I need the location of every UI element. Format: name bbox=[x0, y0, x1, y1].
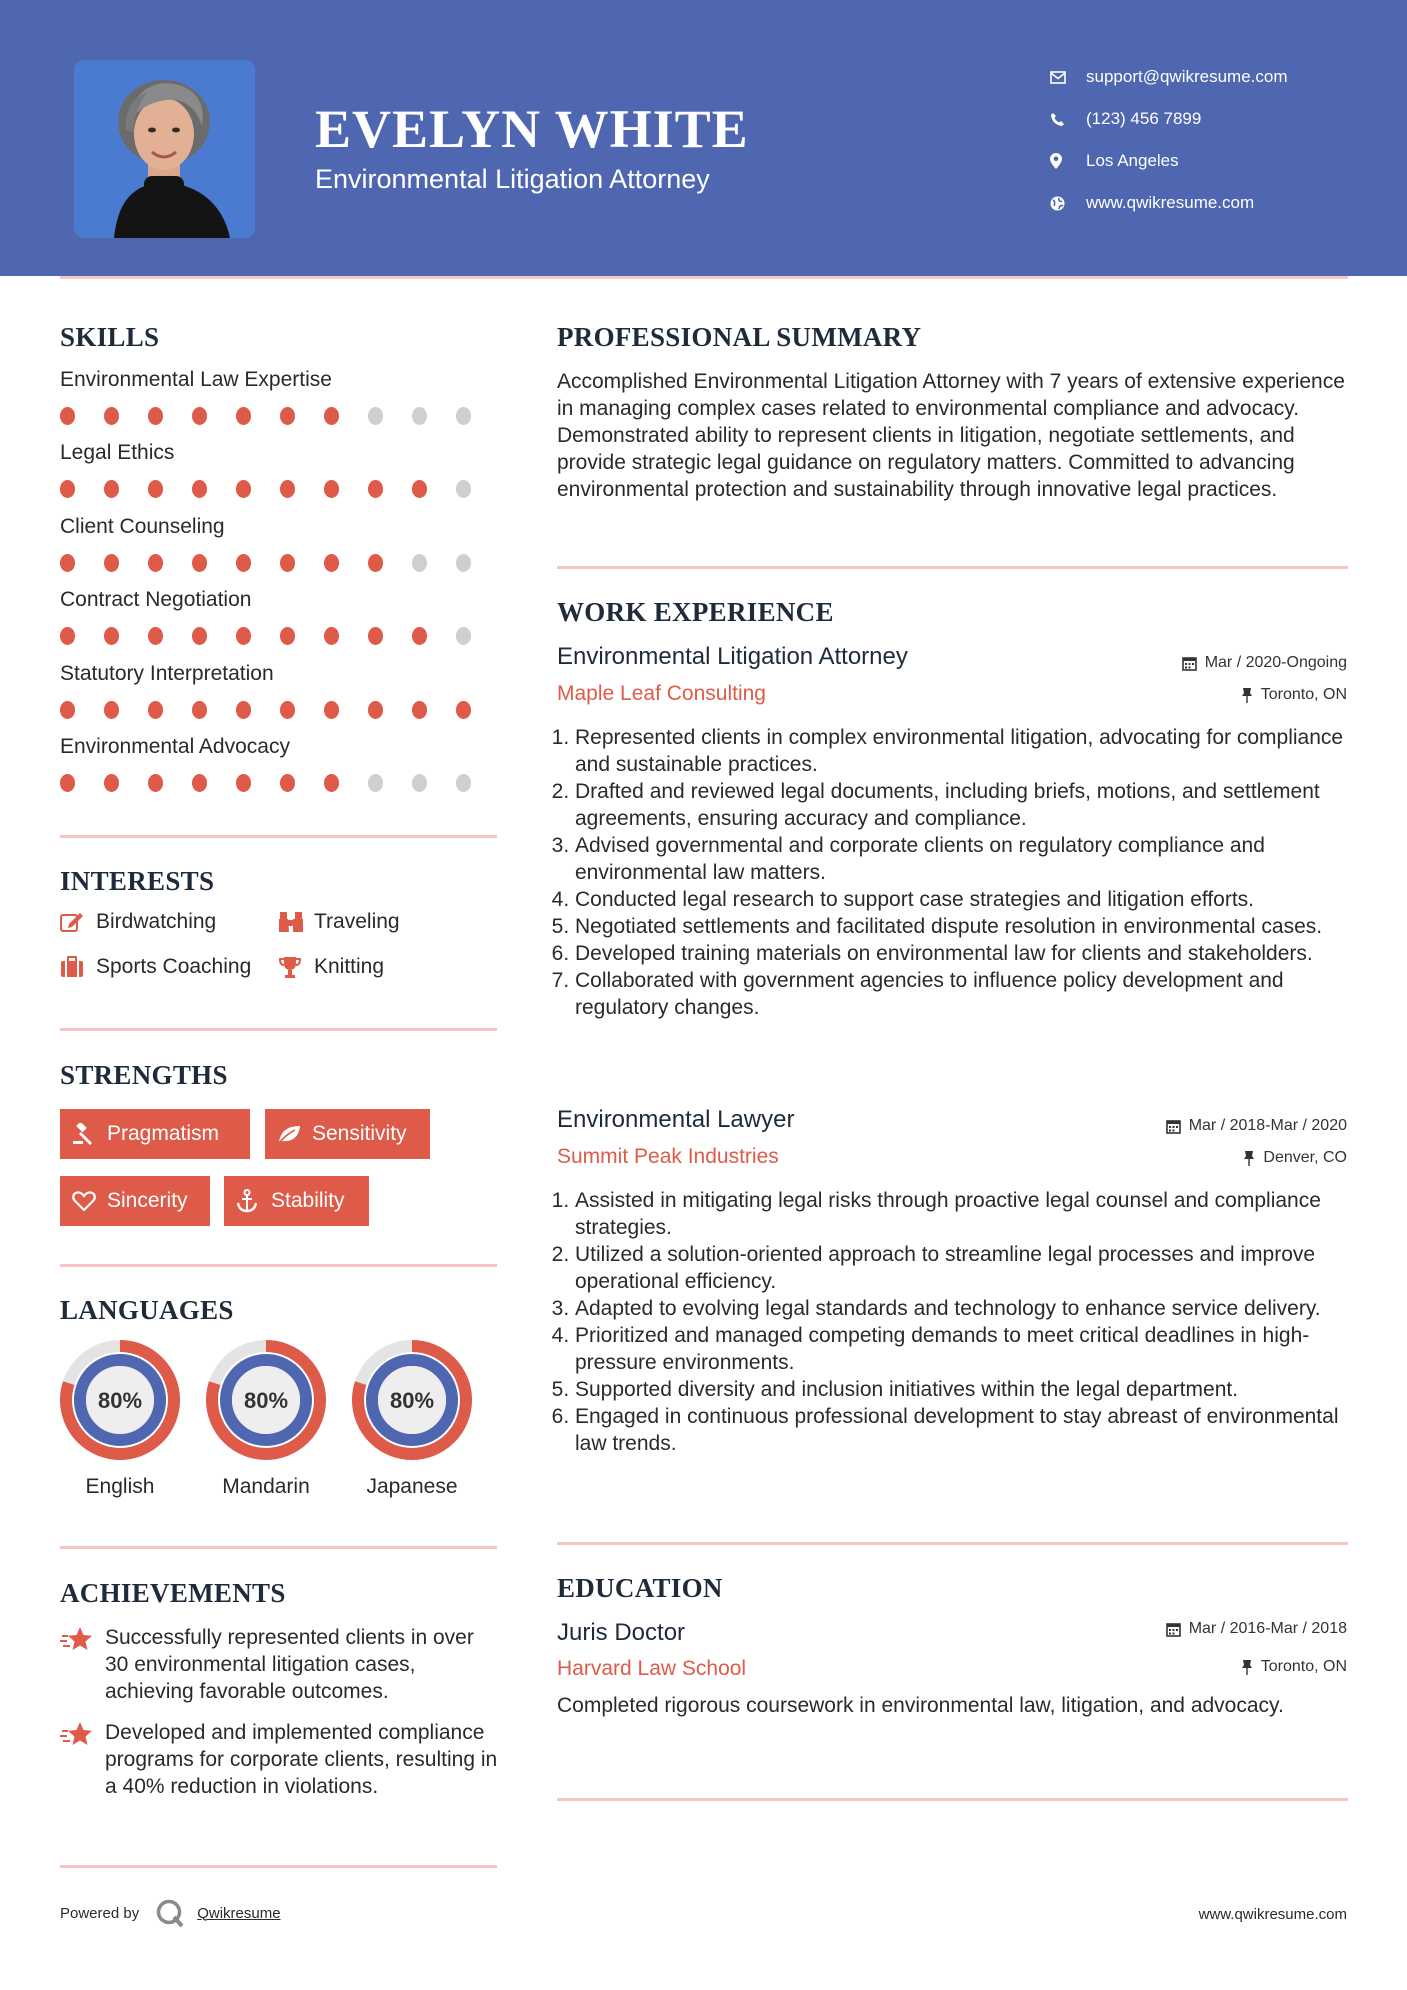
rating-dot-filled bbox=[148, 554, 163, 572]
rating-dot-filled bbox=[236, 407, 251, 425]
duty-item: 1. Assisted in mitigating legal risks through proactive legal counsel and compliance strategies. bbox=[575, 1187, 1357, 1241]
rating-dot-filled bbox=[60, 480, 75, 498]
rating-dot-filled bbox=[324, 627, 339, 645]
achievements-title: ACHIEVEMENTS bbox=[60, 1578, 286, 1608]
rating-dot-filled bbox=[280, 701, 295, 719]
rating-dot-filled bbox=[104, 554, 119, 572]
skill-rating bbox=[60, 554, 500, 572]
rating-dot-filled bbox=[148, 407, 163, 425]
rating-dot-empty bbox=[456, 554, 471, 572]
education-location-text: Toronto, ON bbox=[1260, 1658, 1347, 1675]
phone-icon bbox=[1050, 112, 1086, 127]
job-dates-text: Mar / 2018-Mar / 2020 bbox=[1188, 1117, 1347, 1134]
contact-email[interactable] bbox=[1050, 56, 1288, 98]
language-name: Japanese bbox=[366, 1475, 458, 1498]
language-item bbox=[58, 1338, 182, 1499]
contact-location-text: Los Angeles bbox=[1086, 151, 1179, 170]
language-item bbox=[350, 1338, 474, 1499]
language-ring bbox=[204, 1338, 328, 1462]
gavel-icon bbox=[72, 1123, 107, 1145]
duty-item: 4. Prioritized and managed competing demands to meet critical deadlines in high-pressure environments. bbox=[575, 1322, 1357, 1376]
contact-list bbox=[1050, 56, 1288, 224]
rating-dot-filled bbox=[60, 627, 75, 645]
duty-item: 2. Utilized a solution-oriented approach to streamline legal processes and improve operational efficiency. bbox=[575, 1241, 1357, 1295]
rating-dot-filled bbox=[104, 480, 119, 498]
rating-dot-filled bbox=[280, 480, 295, 498]
skill-item bbox=[60, 588, 500, 645]
language-item bbox=[204, 1338, 328, 1499]
skill-name: Environmental Advocacy bbox=[60, 735, 290, 758]
interest-label: Traveling bbox=[314, 910, 400, 933]
duty-item: 3. Adapted to evolving legal standards and technology to enhance service delivery. bbox=[575, 1295, 1357, 1322]
language-ring bbox=[58, 1338, 182, 1462]
job-dates bbox=[1182, 654, 1347, 672]
education-dates bbox=[1166, 1620, 1347, 1638]
candidate-title: Environmental Litigation Attorney bbox=[315, 164, 710, 194]
interests-divider bbox=[60, 1028, 497, 1031]
education-location bbox=[1241, 1658, 1347, 1676]
skill-item bbox=[60, 515, 500, 572]
achievement-text: Developed and implemented compliance programs for corporate clients, resulting in a 40% reduction in violations. bbox=[105, 1721, 498, 1798]
duty-item: 5. Supported diversity and inclusion initiatives within the legal department. bbox=[575, 1376, 1357, 1403]
interest-item bbox=[278, 910, 400, 934]
education-text: Completed rigorous coursework in environmental law, litigation, and advocacy. bbox=[557, 1694, 1284, 1717]
achievements-divider bbox=[60, 1865, 497, 1868]
header-divider bbox=[60, 276, 1348, 279]
skills-title: SKILLS bbox=[60, 322, 160, 352]
pushpin-icon bbox=[1241, 1659, 1253, 1675]
rating-dot-filled bbox=[456, 701, 471, 719]
rating-dot-filled bbox=[412, 627, 427, 645]
rating-dot-filled bbox=[324, 701, 339, 719]
pencil-square-icon bbox=[60, 911, 96, 933]
skills-divider bbox=[60, 835, 497, 838]
language-percent: 80% bbox=[97, 1388, 143, 1413]
rating-dot-empty bbox=[456, 407, 471, 425]
skill-item bbox=[60, 368, 500, 425]
rating-dot-filled bbox=[192, 701, 207, 719]
footer-website[interactable]: www.qwikresume.com bbox=[1198, 1906, 1347, 1923]
strength-tag bbox=[265, 1109, 430, 1159]
interest-label: Sports Coaching bbox=[96, 955, 252, 978]
star-badge-icon bbox=[60, 1719, 105, 1800]
heart-icon bbox=[72, 1191, 107, 1211]
achievement-text: Successfully represented clients in over 30 environmental litigation cases, achieving favorable outcomes. bbox=[105, 1626, 474, 1703]
job-location-text: Denver, CO bbox=[1263, 1149, 1347, 1166]
job-location-text: Toronto, ON bbox=[1260, 686, 1347, 703]
skill-rating bbox=[60, 627, 500, 645]
rating-dot-empty bbox=[456, 480, 471, 498]
skill-name: Legal Ethics bbox=[60, 441, 175, 465]
education-school: Harvard Law School bbox=[557, 1657, 747, 1680]
rating-dot-filled bbox=[148, 774, 163, 792]
summary-divider bbox=[557, 566, 1348, 569]
rating-dot-empty bbox=[412, 774, 427, 792]
job-role: Environmental Lawyer bbox=[557, 1106, 795, 1133]
interest-label: Birdwatching bbox=[96, 910, 217, 933]
rating-dot-filled bbox=[236, 627, 251, 645]
experience-title: WORK EXPERIENCE bbox=[557, 597, 834, 627]
language-percent: 80% bbox=[243, 1388, 289, 1413]
binoculars-icon bbox=[278, 910, 314, 934]
skill-rating bbox=[60, 701, 500, 719]
skill-item bbox=[60, 441, 500, 498]
globe-icon bbox=[1050, 196, 1086, 211]
rating-dot-empty bbox=[456, 774, 471, 792]
achievement-item bbox=[60, 1719, 500, 1800]
rating-dot-filled bbox=[192, 554, 207, 572]
rating-dot-filled bbox=[148, 701, 163, 719]
anchor-icon bbox=[236, 1189, 271, 1213]
rating-dot-filled bbox=[368, 554, 383, 572]
qwikresume-brand-link[interactable]: Qwikresume bbox=[197, 1904, 281, 1922]
summary-title: PROFESSIONAL SUMMARY bbox=[557, 322, 922, 352]
rating-dot-filled bbox=[324, 554, 339, 572]
calendar-icon bbox=[1182, 656, 1197, 671]
rating-dot-filled bbox=[192, 480, 207, 498]
skill-item bbox=[60, 662, 500, 719]
job-location bbox=[1243, 1149, 1347, 1167]
rating-dot-empty bbox=[456, 627, 471, 645]
rating-dot-empty bbox=[368, 774, 383, 792]
briefcase-icon bbox=[60, 956, 96, 978]
rating-dot-filled bbox=[236, 774, 251, 792]
qwikresume-logo-icon bbox=[155, 1898, 185, 1928]
rating-dot-filled bbox=[368, 480, 383, 498]
interests-title: INTERESTS bbox=[60, 866, 215, 896]
strength-tag bbox=[60, 1176, 210, 1226]
trophy-icon bbox=[278, 955, 314, 979]
pushpin-icon bbox=[1241, 687, 1253, 703]
language-percent: 80% bbox=[389, 1388, 435, 1413]
interest-item bbox=[60, 955, 251, 979]
strengths-divider bbox=[60, 1264, 497, 1267]
language-name: English bbox=[85, 1475, 155, 1498]
rating-dot-filled bbox=[236, 554, 251, 572]
rating-dot-filled bbox=[324, 407, 339, 425]
rating-dot-filled bbox=[192, 407, 207, 425]
strength-label: Sensitivity bbox=[312, 1122, 407, 1145]
rating-dot-filled bbox=[280, 554, 295, 572]
language-ring bbox=[350, 1338, 474, 1462]
rating-dot-filled bbox=[60, 554, 75, 572]
rating-dot-empty bbox=[412, 554, 427, 572]
job-company: Maple Leaf Consulting bbox=[557, 682, 766, 705]
strengths-title: STRENGTHS bbox=[60, 1060, 228, 1090]
rating-dot-filled bbox=[280, 774, 295, 792]
rating-dot-filled bbox=[104, 407, 119, 425]
skill-name: Client Counseling bbox=[60, 514, 225, 538]
rating-dot-filled bbox=[412, 701, 427, 719]
rating-dot-filled bbox=[236, 480, 251, 498]
job-duties-list bbox=[557, 724, 1357, 1021]
achievement-item bbox=[60, 1624, 500, 1705]
leaf-icon bbox=[277, 1124, 312, 1144]
job-location bbox=[1241, 686, 1347, 704]
envelope-icon bbox=[1050, 71, 1086, 84]
rating-dot-filled bbox=[236, 701, 251, 719]
job-dates bbox=[1166, 1117, 1347, 1135]
contact-email-text: support@qwikresume.com bbox=[1086, 67, 1288, 86]
calendar-icon bbox=[1166, 1622, 1181, 1637]
rating-dot-filled bbox=[368, 627, 383, 645]
strength-tag bbox=[224, 1176, 369, 1226]
skill-rating bbox=[60, 480, 500, 498]
calendar-icon bbox=[1166, 1119, 1181, 1134]
education-title: EDUCATION bbox=[557, 1573, 723, 1603]
rating-dot-filled bbox=[324, 774, 339, 792]
duty-item: 5. Negotiated settlements and facilitated dispute resolution in environmental cases. bbox=[575, 913, 1357, 940]
experience-divider bbox=[557, 1542, 1348, 1545]
skill-rating bbox=[60, 407, 500, 425]
duty-item: 3. Advised governmental and corporate clients on regulatory compliance and environmental law matters. bbox=[575, 832, 1357, 886]
contact-phone[interactable] bbox=[1050, 98, 1288, 140]
rating-dot-filled bbox=[104, 627, 119, 645]
interest-item bbox=[60, 910, 216, 934]
rating-dot-filled bbox=[60, 774, 75, 792]
rating-dot-filled bbox=[280, 627, 295, 645]
rating-dot-filled bbox=[104, 701, 119, 719]
rating-dot-filled bbox=[192, 774, 207, 792]
skill-rating bbox=[60, 774, 500, 792]
rating-dot-filled bbox=[368, 701, 383, 719]
skill-item bbox=[60, 735, 500, 792]
duty-item: 1. Represented clients in complex environmental litigation, advocating for compliance and sustainable practices. bbox=[575, 724, 1357, 778]
strength-tag bbox=[60, 1109, 250, 1159]
skill-name: Contract Negotiation bbox=[60, 588, 252, 612]
rating-dot-filled bbox=[324, 480, 339, 498]
job-company: Summit Peak Industries bbox=[557, 1145, 779, 1168]
contact-website-text: www.qwikresume.com bbox=[1086, 193, 1255, 212]
job-dates-text: Mar / 2020-Ongoing bbox=[1204, 654, 1347, 671]
contact-phone-text: (123) 456 7899 bbox=[1086, 109, 1202, 128]
candidate-name: EVELYN WHITE bbox=[315, 99, 749, 159]
duty-item: 6. Engaged in continuous professional development to stay abreast of environmental law trends. bbox=[575, 1403, 1357, 1457]
powered-by-text: Powered by bbox=[60, 1904, 140, 1922]
pushpin-icon bbox=[1243, 1150, 1255, 1166]
profile-photo bbox=[74, 60, 255, 238]
resume-header bbox=[0, 0, 1407, 276]
strength-label: Stability bbox=[271, 1189, 345, 1212]
summary-text: Accomplished Environmental Litigation Attorney with 7 years of extensive experience in managing complex cases related to environmental compliance and advocacy. Demonstrated ability to represent clients in litigation, negotiate settlements, and provide strategic legal guidance on regulatory matters. Committed to advancing environmental protection and sustainability through innovative legal practices. bbox=[557, 370, 1345, 501]
duty-item: 6. Developed training materials on environmental law for clients and stakeholders. bbox=[575, 940, 1357, 967]
strength-label: Sincerity bbox=[107, 1189, 188, 1212]
strength-label: Pragmatism bbox=[107, 1122, 220, 1145]
rating-dot-filled bbox=[60, 701, 75, 719]
interest-item bbox=[278, 955, 384, 979]
education-divider bbox=[557, 1798, 1348, 1801]
rating-dot-filled bbox=[148, 480, 163, 498]
rating-dot-filled bbox=[412, 480, 427, 498]
contact-website[interactable] bbox=[1050, 182, 1288, 224]
duty-item: 7. Collaborated with government agencies to influence policy development and regulatory changes. bbox=[575, 967, 1357, 1021]
rating-dot-filled bbox=[60, 407, 75, 425]
star-badge-icon bbox=[60, 1624, 105, 1705]
education-degree: Juris Doctor bbox=[557, 1619, 686, 1646]
rating-dot-filled bbox=[280, 407, 295, 425]
languages-divider bbox=[60, 1546, 497, 1549]
rating-dot-filled bbox=[192, 627, 207, 645]
duty-item: 4. Conducted legal research to support case strategies and litigation efforts. bbox=[575, 886, 1357, 913]
interest-label: Knitting bbox=[314, 955, 385, 978]
contact-location bbox=[1050, 140, 1288, 182]
rating-dot-filled bbox=[104, 774, 119, 792]
languages-title: LANGUAGES bbox=[60, 1295, 234, 1325]
location-pin-icon bbox=[1050, 153, 1086, 169]
job-role: Environmental Litigation Attorney bbox=[557, 643, 908, 670]
skill-name: Environmental Law Expertise bbox=[60, 368, 332, 391]
education-dates-text: Mar / 2016-Mar / 2018 bbox=[1188, 1620, 1347, 1637]
rating-dot-empty bbox=[412, 407, 427, 425]
powered-by bbox=[60, 1898, 281, 1928]
duty-item: 2. Drafted and reviewed legal documents, including briefs, motions, and settlement agreements, ensuring accuracy and compliance. bbox=[575, 778, 1357, 832]
rating-dot-filled bbox=[148, 627, 163, 645]
language-name: Mandarin bbox=[222, 1475, 310, 1498]
job-duties-list bbox=[557, 1187, 1357, 1457]
skill-name: Statutory Interpretation bbox=[60, 661, 274, 685]
rating-dot-empty bbox=[368, 407, 383, 425]
